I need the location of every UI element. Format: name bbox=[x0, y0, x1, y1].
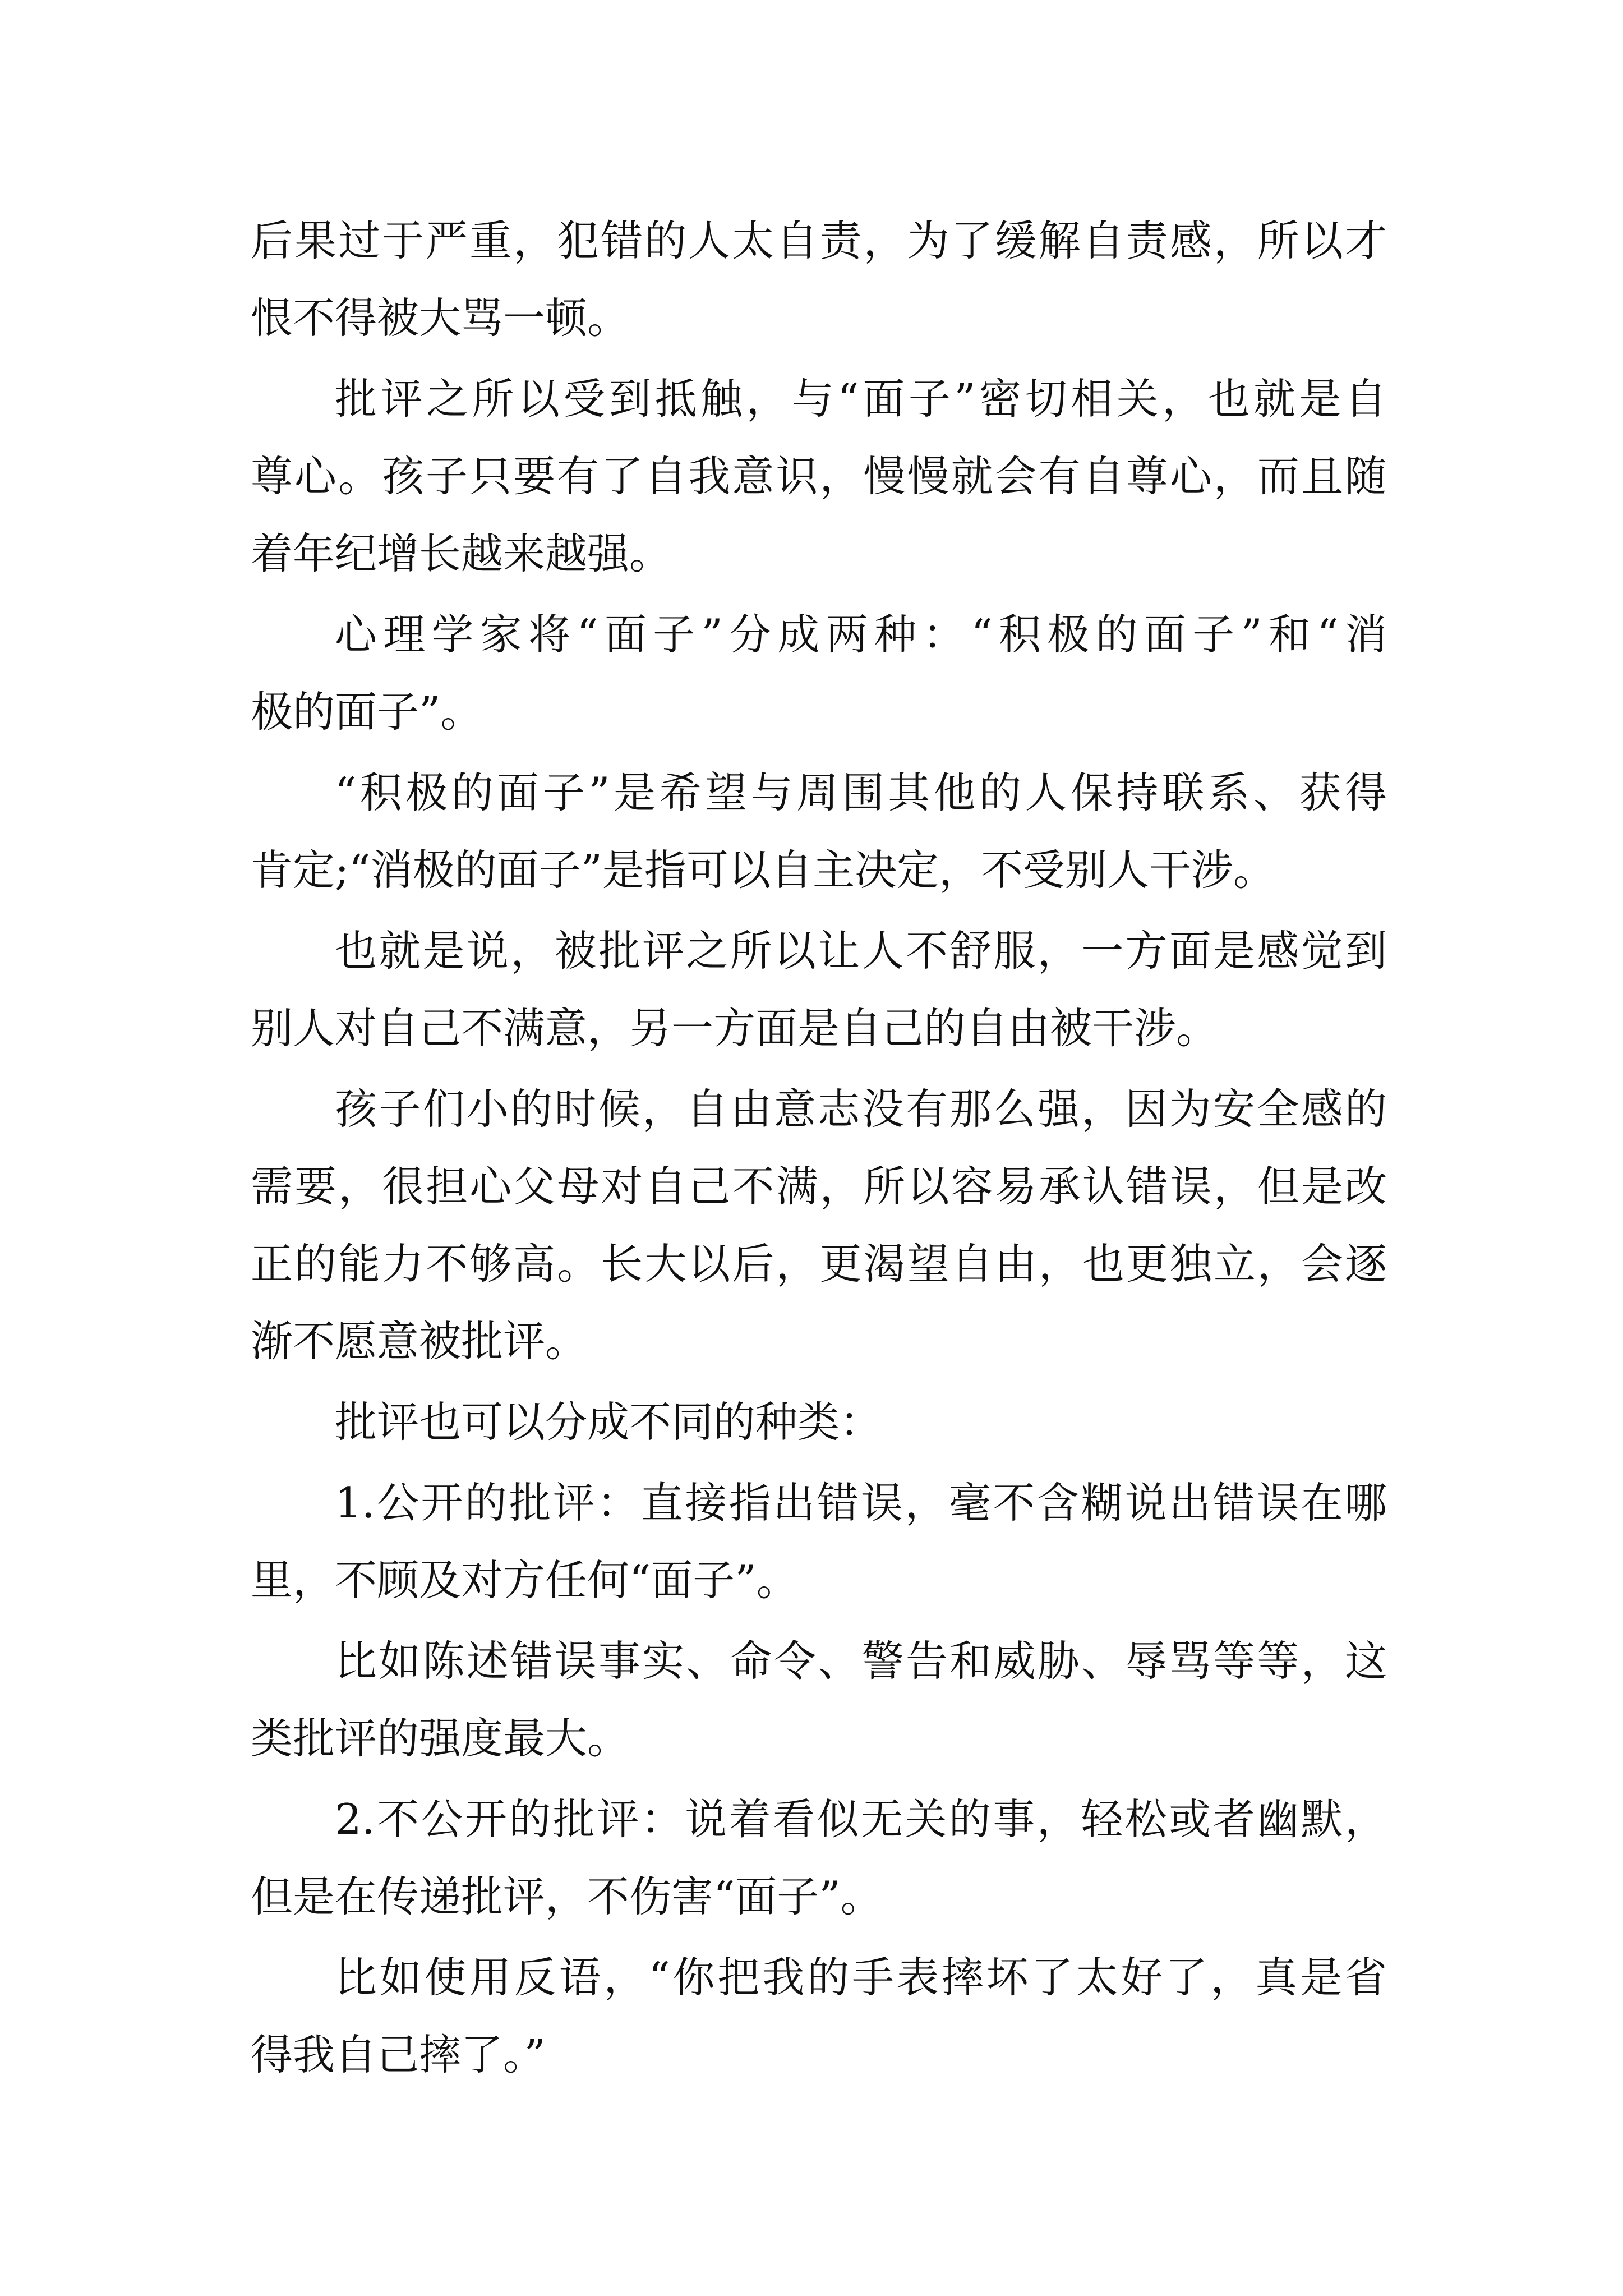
text-line: 1.公开的批评：直接指出错误，毫不含糊说出错误在哪 bbox=[335, 1478, 1387, 1527]
text-line: 也就是说，被批评之所以让人不舒服，一方面是感觉到 bbox=[335, 926, 1387, 976]
paragraph-3 bbox=[251, 596, 1387, 751]
text-line: 但是在传递批评，不伤害“面子”。 bbox=[251, 1872, 883, 1921]
text-line: 批评之所以受到抵触，与“面子”密切相关，也就是自 bbox=[335, 374, 1387, 424]
text-line: 比如陈述错误事实、命令、警告和威胁、辱骂等等，这 bbox=[335, 1636, 1387, 1686]
text-line: 正的能力不够高。长大以后，更渴望自由，也更独立，会逐 bbox=[251, 1239, 1387, 1289]
text-line: 极的面子”。 bbox=[251, 687, 483, 737]
paragraph-5 bbox=[251, 912, 1387, 1067]
paragraph-7 bbox=[251, 1383, 1387, 1461]
text-line: 2.不公开的批评：说着看似无关的事，轻松或者幽默， bbox=[335, 1795, 1387, 1844]
text-line: “积极的面子”是希望与周围其他的人保持联系、获得 bbox=[335, 768, 1387, 817]
text-line: 肯定;“消极的面子”是指可以自主决定，不受别人干涉。 bbox=[251, 845, 1275, 895]
text-line: 后果过于严重，犯错的人太自责，为了缓解自责感，所以才 bbox=[251, 216, 1387, 265]
paragraph-2 bbox=[251, 360, 1387, 592]
text-line: 别人对自己不满意，另一方面是自己的自由被干涉。 bbox=[251, 1004, 1219, 1053]
text-line: 渐不愿意被批评。 bbox=[251, 1317, 588, 1366]
text-line: 尊心。孩子只要有了自我意识，慢慢就会有自尊心，而且随 bbox=[251, 452, 1387, 501]
paragraph-6 bbox=[251, 1070, 1387, 1380]
text-line: 里，不顾及对方任何“面子”。 bbox=[251, 1556, 799, 1605]
text-line: 批评也可以分成不同的种类： bbox=[335, 1397, 882, 1447]
paragraph-8 bbox=[251, 1464, 1387, 1619]
paragraph-1 bbox=[251, 202, 1387, 357]
text-line: 类批评的强度最大。 bbox=[251, 1714, 630, 1763]
paragraph-11 bbox=[251, 1939, 1387, 2093]
text-line: 需要，很担心父母对自己不满，所以容易承认错误，但是改 bbox=[251, 1162, 1387, 1211]
text-line: 着年纪增长越来越强。 bbox=[251, 529, 672, 578]
paragraph-4 bbox=[251, 754, 1387, 909]
text-line: 得我自己摔了。” bbox=[251, 2030, 546, 2079]
text-line: 恨不得被大骂一顿。 bbox=[251, 293, 630, 343]
body-text bbox=[251, 202, 1387, 2093]
paragraph-10 bbox=[251, 1780, 1387, 1935]
text-line: 比如使用反语，“你把我的手表摔坏了太好了，真是省 bbox=[335, 1953, 1387, 2002]
paragraph-9 bbox=[251, 1622, 1387, 1777]
text-line: 心理学家将“面子”分成两种：“积极的面子”和“消 bbox=[335, 610, 1387, 659]
text-line: 孩子们小的时候，自由意志没有那么强，因为安全感的 bbox=[335, 1084, 1387, 1134]
